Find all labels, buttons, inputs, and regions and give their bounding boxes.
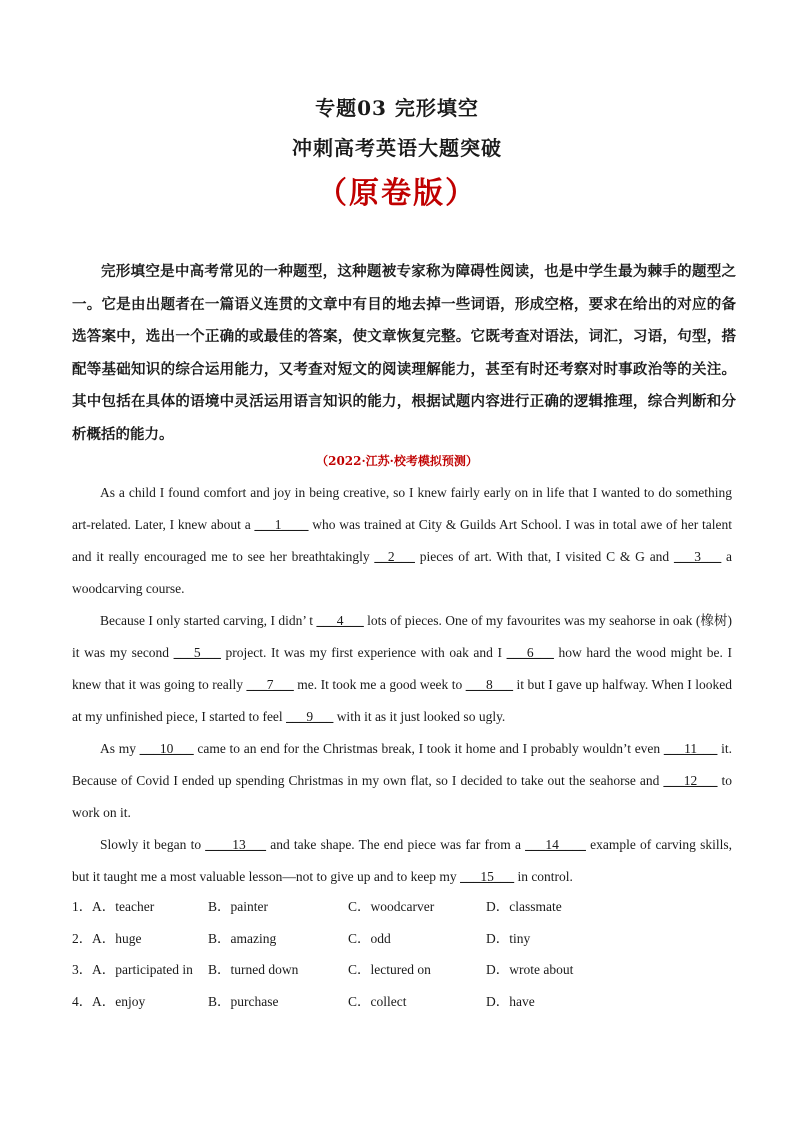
options-list: [72, 891, 732, 1018]
question-options: [72, 923, 732, 955]
page-subtitle: 冲刺高考英语大题突破: [292, 136, 502, 160]
option-a: A．enjoy: [92, 994, 146, 1010]
blank-6: ___6___: [506, 645, 554, 660]
passage-paragraph: As my ___10___ came to an end for the Christmas break, I took it home and I probably wouldn’t even ___11___ it. Because of Covid I ended up spending Christmas in my own flat, so I decided to take out the seahorse and ___12___ to work on it.: [72, 741, 732, 820]
option-d: D．classmate: [486, 899, 562, 914]
option-c: C．woodcarver: [348, 899, 435, 914]
question-options: [72, 954, 732, 986]
question-options: [72, 891, 732, 923]
option-d: D．wrote about: [486, 962, 574, 978]
blank-9: ___9___: [286, 709, 334, 724]
option-c: C．collect: [348, 994, 407, 1010]
blank-8: ___8___: [465, 677, 514, 692]
edition-label: （原卷版）: [317, 176, 477, 211]
page-title: 专题03 完形填空: [315, 96, 479, 120]
question-number: 1．: [72, 899, 93, 914]
option-b: B．turned down: [208, 962, 299, 978]
option-c: C．odd: [348, 930, 391, 946]
passage-paragraph: Because I only started carving, I didn’ t ___4___ lots of pieces. One of my favourites was my seahorse in oak (橡树) it was my second ___5___ project. It was my first experience with oak and I ___6___ how hard the wood might be. I knew that it was going to really ___7___ me. It took me a good week to ___8___ it but I gave up halfway. When I looked at my unfinished piece, I started to feel ___9___ with it as it just looked so ugly.: [72, 613, 732, 724]
blank-13: ____13___: [205, 837, 267, 852]
option-b: B．amazing: [208, 930, 277, 946]
option-b: B．purchase: [208, 994, 279, 1010]
blank-10: ___10___: [139, 741, 194, 756]
question-number: 4．: [72, 994, 93, 1010]
blank-1: ___1____: [254, 517, 309, 532]
cloze-passage: [72, 477, 732, 893]
option-a: A．teacher: [92, 899, 155, 914]
option-a: A．huge: [92, 930, 142, 946]
blank-15: ___15___: [460, 869, 515, 884]
question-number: 3．: [72, 962, 93, 978]
source-label: （2022·江苏·校考模拟预测）: [316, 454, 478, 468]
question-number: 2．: [72, 930, 93, 946]
option-a: A．participated in: [92, 962, 193, 978]
option-d: D．have: [486, 994, 535, 1010]
blank-7: ___7___: [246, 677, 294, 692]
option-c: C．lectured on: [348, 962, 431, 978]
option-b: B．painter: [208, 899, 268, 914]
blank-11: ___11___: [663, 741, 718, 756]
option-d: D．tiny: [486, 930, 531, 946]
blank-3: ___3___: [673, 549, 722, 564]
passage-paragraph: As a child I found comfort and joy in being creative, so I knew fairly early on in life that I wanted to do something art-related. Later, I knew about a ___1____ who was trained at City & Guilds Art School. I was in total awe of her talent and it really encouraged me to see her breathtakingly __2___ pieces of art. With that, I visited C & G and ___3___ a woodcarving course.: [72, 485, 732, 596]
blank-14: ___14____: [525, 837, 586, 852]
blank-4: ___4___: [316, 613, 364, 628]
passage-paragraph: Slowly it began to ____13___ and take shape. The end piece was far from a ___14____ example of carving skills, but it taught me a most valuable lesson—not to give up and to keep my ___15___ in control.: [72, 837, 732, 884]
blank-2: __2___: [374, 549, 415, 564]
intro-paragraph: 完形填空是中高考常见的一种题型，这种题被专家称为障碍性阅读，也是中学生最为棘手的题型之一。它是由出题者在一篇语义连贯的文章中有目的地去掉一些词语，形成空格，要求在给出的对应的备选答案中，选出一个正确的或最佳的答案，使文章恢复完整。它既考查对语法，词汇，习语，句型，搭配等基础知识的综合运用能力，又考查对短文的阅读理解能力，甚至有时还考察对时事政治等的关注。其中包括在具体的语境中灵活运用语言知识的能力，根据试题内容进行正确的逻辑推理，综合判断和分析概括的能力。: [72, 263, 736, 443]
question-options: [72, 986, 732, 1018]
blank-12: ___12___: [663, 773, 718, 788]
blank-5: ___5___: [173, 645, 221, 660]
